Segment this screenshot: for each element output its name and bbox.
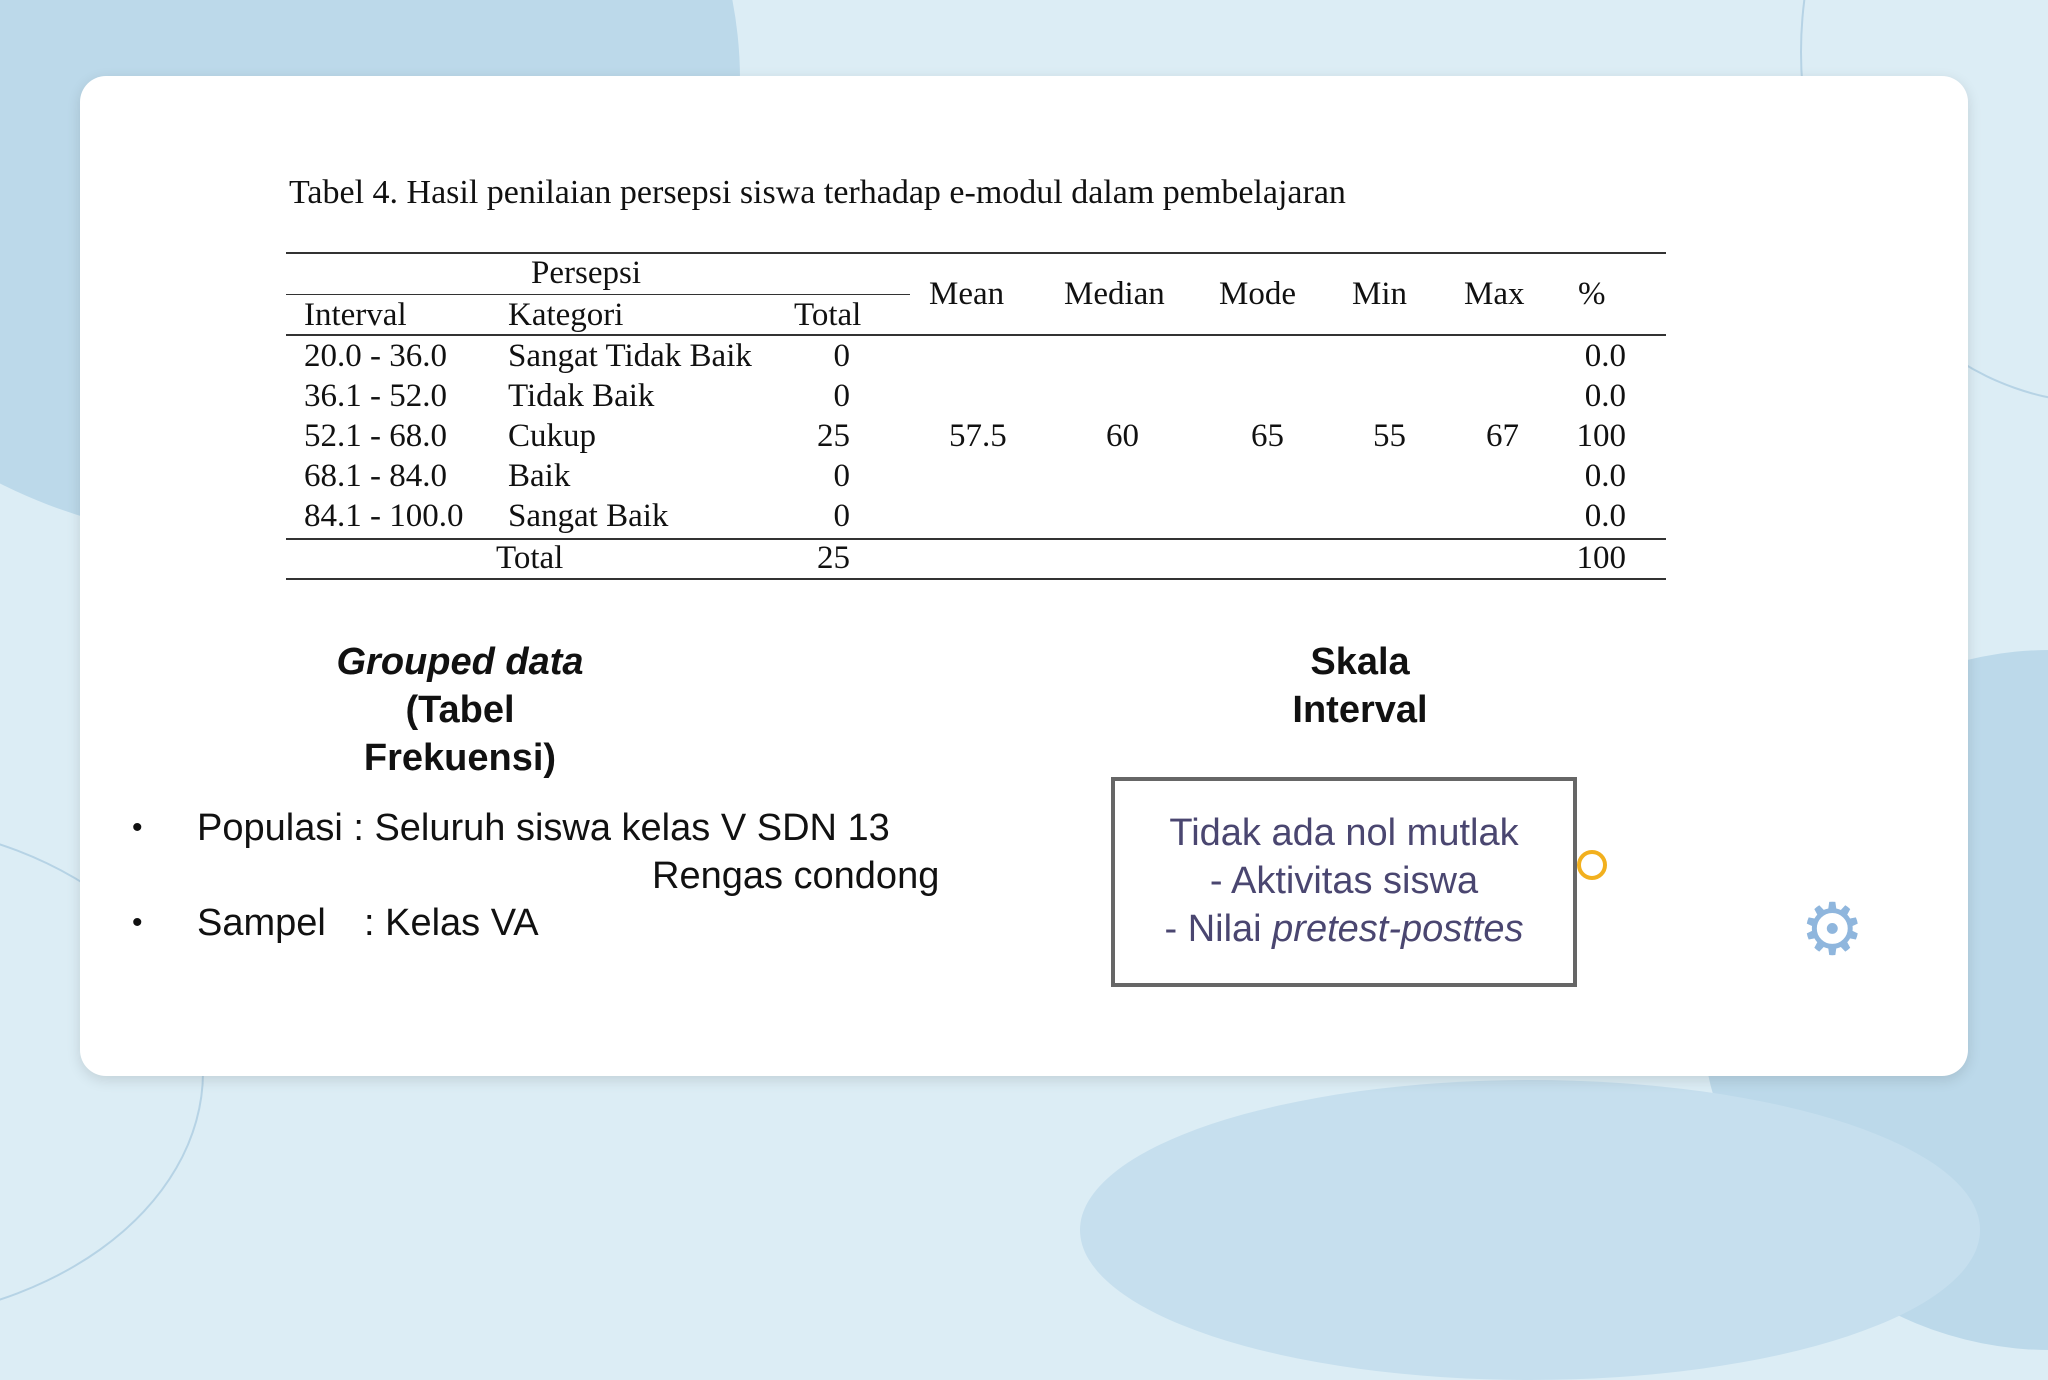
sampel-label: Sampel: [197, 902, 326, 944]
box-line-prefix: - Nilai: [1164, 908, 1273, 950]
cell-total: 0: [833, 498, 850, 534]
header-percent: %: [1578, 276, 1606, 312]
cell-percent: 100: [1576, 418, 1626, 454]
table-caption: Tabel 4. Hasil penilaian persepsi siswa terhadap e-modul dalam pembelajaran: [289, 174, 1346, 211]
footer-percent-value: 100: [1576, 540, 1626, 576]
cell-mode: 65: [1251, 418, 1284, 454]
header-persepsi: Persepsi: [531, 255, 641, 291]
cell-interval: 52.1 - 68.0: [304, 418, 447, 454]
footer-total-value: 25: [817, 540, 850, 576]
box-line-nilai: [1115, 908, 1573, 951]
header-min: Min: [1352, 276, 1408, 312]
footer-total-label: Total: [496, 540, 564, 576]
header-total: Total: [794, 297, 862, 333]
cell-mean: 57.5: [949, 418, 1007, 454]
cell-interval: 84.1 - 100.0: [304, 498, 464, 534]
cell-kategori: Baik: [508, 458, 571, 494]
box-line-italic: pretest-posttes: [1272, 908, 1524, 950]
header-median: Median: [1064, 276, 1165, 312]
cell-median: 60: [1106, 418, 1139, 454]
header-mode: Mode: [1219, 276, 1296, 312]
bullet-dot: •: [132, 811, 143, 844]
populasi-text: Populasi : Seluruh siswa kelas V SDN 13: [197, 807, 890, 849]
box-line: Tidak ada nol mutlak: [1169, 812, 1519, 854]
cell-interval: 36.1 - 52.0: [304, 378, 447, 414]
cell-interval: 68.1 - 84.0: [304, 458, 447, 494]
cell-min: 55: [1373, 418, 1406, 454]
interval-scale-box: [1111, 777, 1577, 987]
table-bottom-rule: [286, 578, 1666, 580]
sampel-value: : Kelas VA: [364, 902, 539, 944]
cell-interval: 20.0 - 36.0: [304, 338, 447, 374]
heading-line: (Tabel: [405, 689, 515, 731]
results-table: [286, 252, 1666, 580]
gear-icon[interactable]: ⚙: [1800, 890, 1865, 970]
cell-percent: 0.0: [1584, 378, 1626, 414]
cell-kategori: Sangat Baik: [508, 498, 669, 534]
box-line: - Aktivitas siswa: [1209, 860, 1479, 902]
cell-percent: 0.0: [1584, 458, 1626, 494]
header-max: Max: [1464, 276, 1525, 312]
cell-kategori: Tidak Baik: [508, 378, 655, 414]
cell-percent: 0.0: [1584, 498, 1626, 534]
bullet-dot: •: [132, 906, 143, 939]
cell-total: 0: [833, 378, 850, 414]
total-rule: [286, 538, 1666, 540]
circle-icon: [1577, 850, 1607, 880]
populasi-text-continued: Rengas condong: [652, 855, 940, 897]
header-interval: Interval: [304, 297, 407, 333]
heading-line: Frekuensi): [363, 737, 557, 779]
heading-line: Interval: [1292, 689, 1428, 731]
heading-line: Grouped data: [336, 641, 584, 683]
header-kategori: Kategori: [508, 297, 624, 333]
background-blob-bottom: [1080, 1080, 1980, 1380]
header-mean: Mean: [929, 276, 1005, 312]
cell-percent: 0.0: [1584, 338, 1626, 374]
cell-max: 67: [1486, 418, 1519, 454]
cell-kategori: Sangat Tidak Baik: [508, 338, 752, 374]
cell-total: 25: [817, 418, 850, 454]
cell-total: 0: [833, 338, 850, 374]
heading-line: Skala: [1310, 641, 1410, 683]
group-header-rule: [286, 294, 910, 295]
cell-total: 0: [833, 458, 850, 494]
cell-kategori: Cukup: [508, 418, 597, 454]
skala-interval-heading: [1230, 638, 1490, 734]
table-top-rule: [286, 252, 1666, 254]
grouped-data-heading: [300, 638, 620, 782]
header-bottom-rule: [286, 334, 1666, 336]
